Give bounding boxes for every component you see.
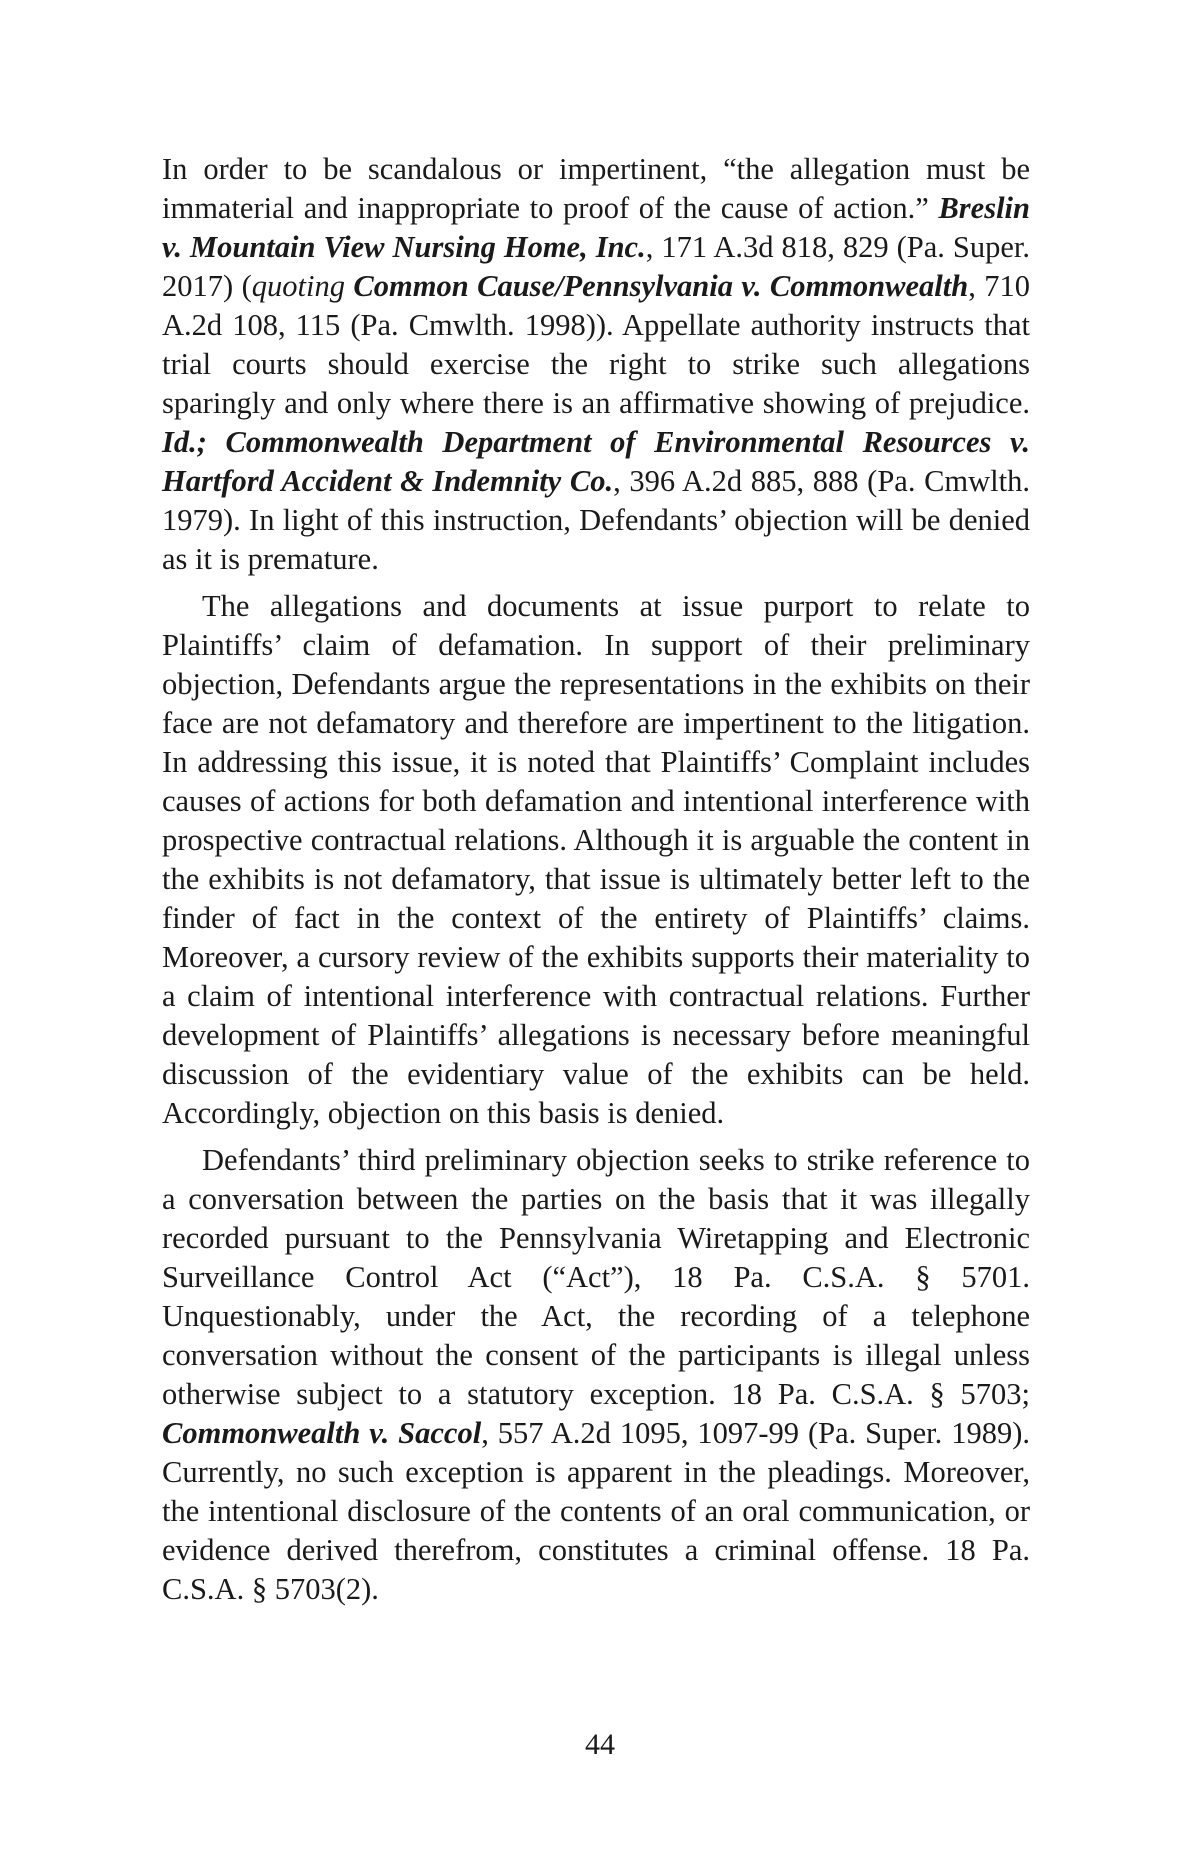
document-body [162, 150, 1030, 1617]
citation-breslin: Breslin v. Mountain View Nursing Home, Inc. [162, 191, 1030, 264]
paragraph-1 [162, 150, 1030, 579]
para2-seg0: The allegations and documents at issue purport to relate to Plaintiffs’ claim of defamation. In support of their preliminary objection, Defendants argue the representations in the exhibits on their face are not defamatory and therefore are impertinent to the litigation. In addressing this issue, it is noted that Plaintiffs’ Complaint includes causes of actions for both defamation and intentional interference with prospective contractual relations. Although it is arguable the content in the exhibits is not defamatory, that issue is ultimately better left to the finder of fact in the context of the entirety of Plaintiffs’ claims. Moreover, a cursory review of the exhibits supports their materiality to a claim of intentional interference with contractual relations. Further development of Plaintiffs’ allegations is necessary before meaningful discussion of the evidentiary value of the exhibits can be held. Accordingly, objection on this basis is denied. [162, 589, 1030, 1130]
paragraph-3 [162, 1141, 1030, 1609]
para1-seg8: , 396 A.2d 885, 888 (Pa. Cmwlth. 1979). In light of this instruction, Defendants’ objection will be denied as it is premature. [162, 464, 1031, 576]
para1-seg6: , 710 A.2d 108, 115 (Pa. Cmwlth. 1998)). Appellate authority instructs that trial courts should exercise the right to strike such allegations sparingly and only where there is an affirmative showing of prejudice. [162, 269, 1030, 420]
paragraph-2 [162, 587, 1030, 1133]
citation-saccol: Commonwealth v. Saccol [162, 1416, 482, 1450]
para3-seg2: , 557 A.2d 1095, 1097-99 (Pa. Super. 1989). Currently, no such exception is apparent in the pleadings. Moreover, the intentional disclosure of the contents of an oral communication, or evidence derived therefrom, constitutes a criminal offense. 18 Pa. C.S.A. § 5703(2). [162, 1416, 1030, 1606]
signal-quoting: quoting [251, 269, 345, 303]
citation-hartford: Id.; Commonwealth Department of Environmental Resources v. Hartford Accident & Indemnity Co. [162, 425, 1030, 498]
page-number: 44 [585, 1728, 615, 1761]
para3-seg0: Defendants’ third preliminary objection seeks to strike reference to a conversation between the parties on the basis that it was illegally recorded pursuant to the Pennsylvania Wiretapping and Electronic Surveillance Control Act (“Act”), 18 Pa. C.S.A. § 5701. Unquestionably, under the Act, the recording of a telephone conversation without the consent of the participants is illegal unless otherwise subject to a statutory exception. 18 Pa. C.S.A. § 5703; [162, 1143, 1030, 1411]
para1-seg0: In order to be scandalous or impertinent, “the allegation must be immaterial and inappropriate to proof of the cause of action.” [162, 152, 1030, 225]
para1-seg2: , 171 A.3d 818, 829 (Pa. Super. 2017) ( [162, 230, 1030, 303]
citation-common-cause: Common Cause/Pennsylvania v. Commonwealth [353, 269, 969, 303]
